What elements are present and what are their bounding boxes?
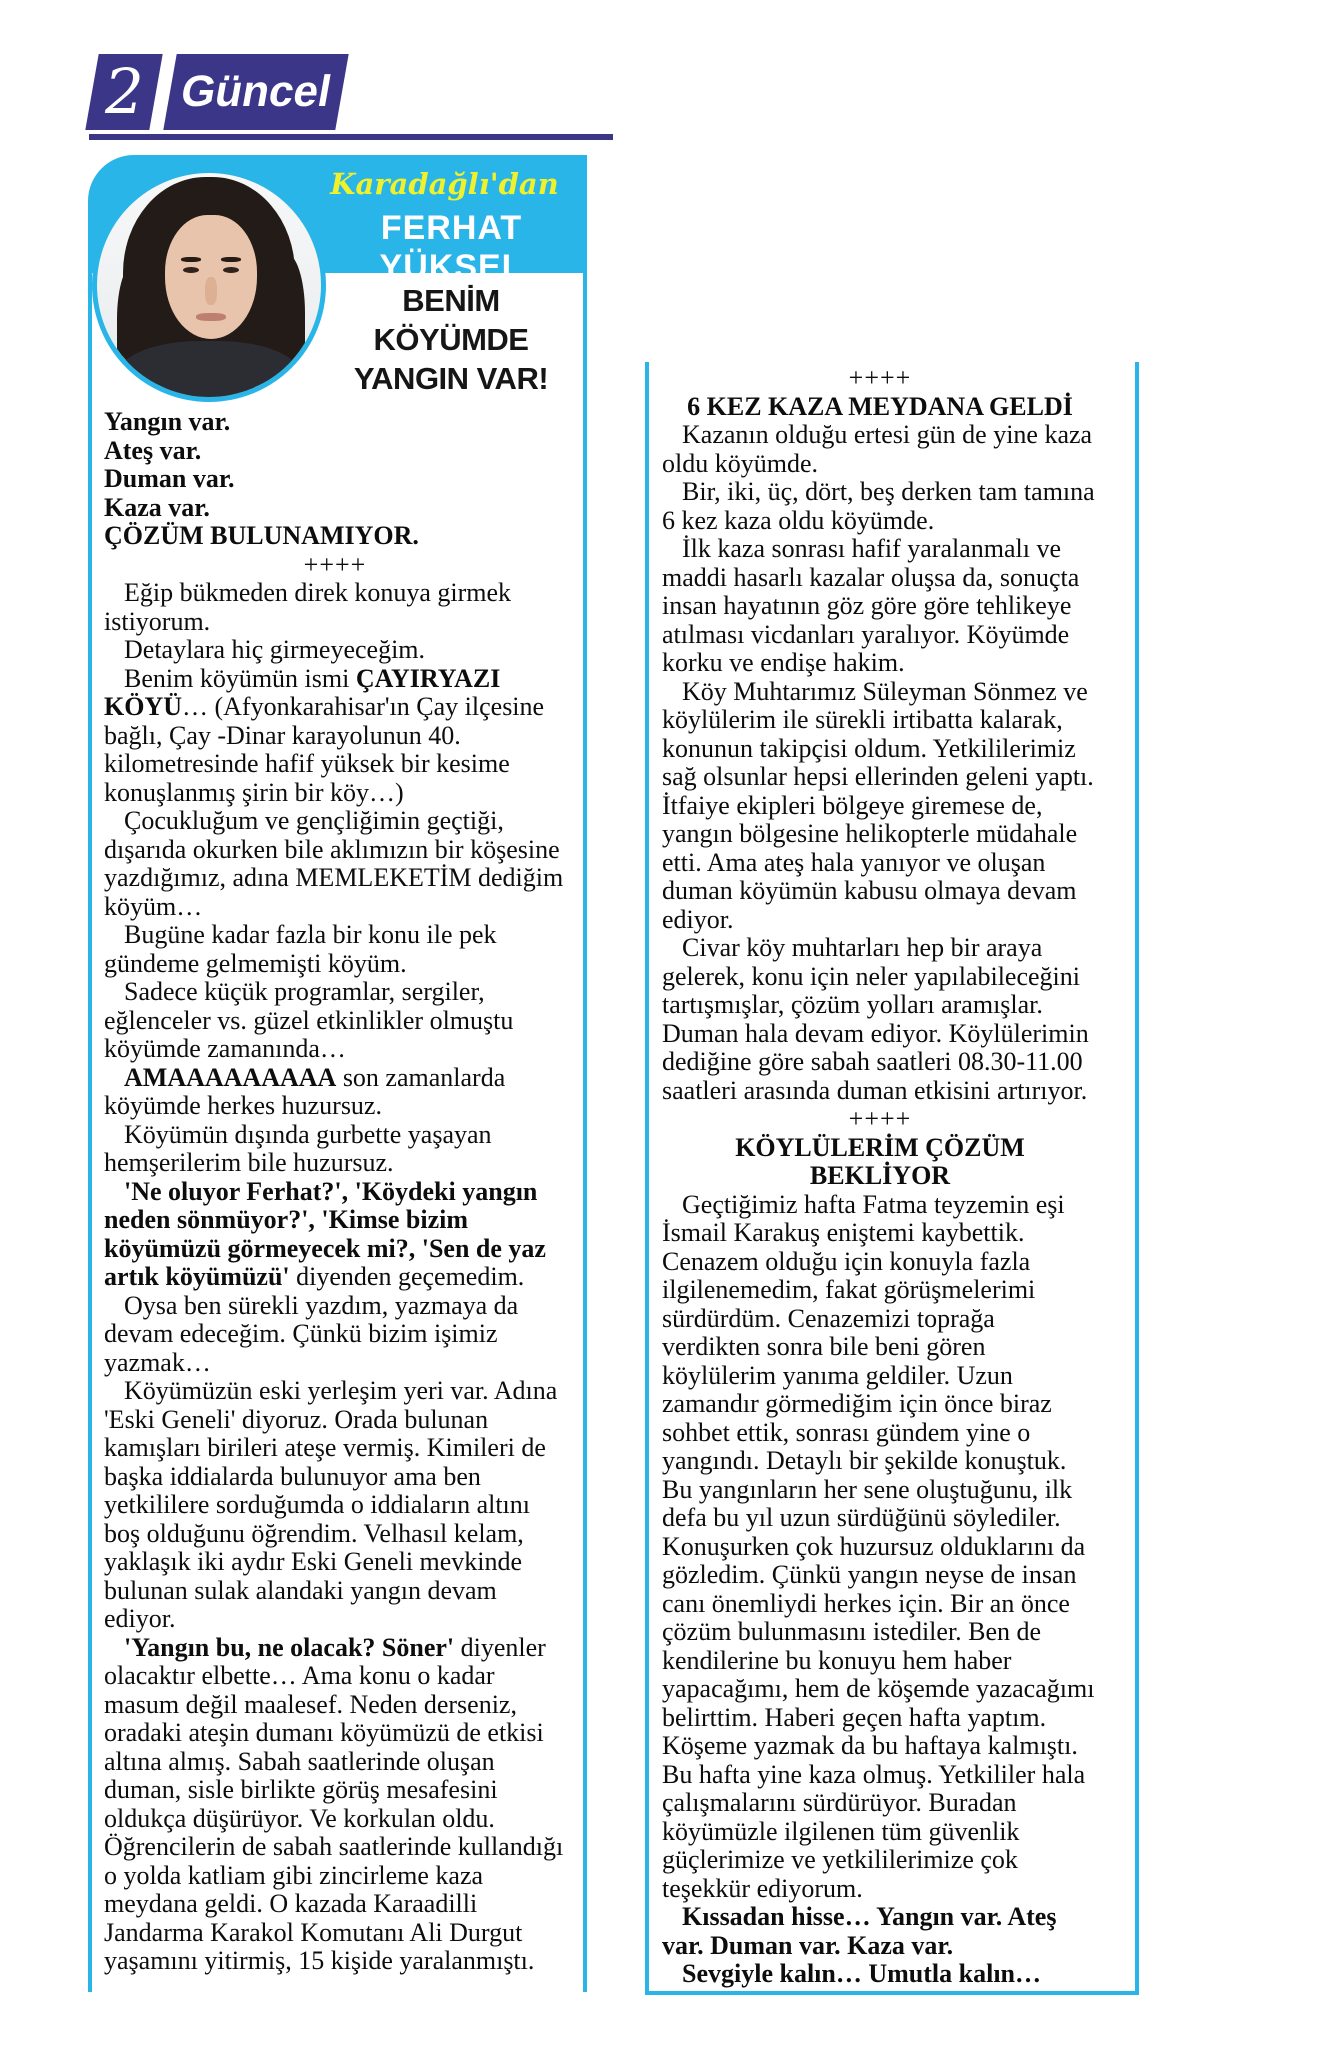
section-box (163, 54, 348, 130)
article-paragraph: Sadece küçük programlar, sergiler, eğlenceler vs. güzel etkinlikler olmuştu köyümde zamanında… (104, 977, 514, 1063)
column-headline (322, 281, 580, 398)
section-heading: KÖYLÜLERİM ÇÖZÜM BEKLİYOR (735, 1132, 1025, 1190)
article-paragraph: Oysa ben sürekli yazdım, yazmaya da devam edeceğim. Çünkü bizim işimiz yazmak… (104, 1290, 519, 1377)
header-rule (89, 134, 613, 140)
article-paragraph: Köyümüzün eski yerleşim yeri var. Adına 'Eski Geneli' diyoruz. Orada bulunan kamışları birileri ateşe vermiş. Kimileri de başka iddialarda bulunuyor ama ben yetkililere sorduğumda o iddiaların altını boş olduğunu öğrendim. Velhasıl kelam, yaklaşık iki aydır Eski Geneli mevkinde bulunan sulak alandaki yangın devam ediyor. (104, 1376, 558, 1633)
article-paragraph: Kazanın olduğu ertesi gün de yine kaza oldu köyümde. (662, 420, 1093, 478)
article-paragraph: Yangın var. (104, 407, 231, 436)
article-paragraph: Civar köy muhtarları hep bir araya gelerek, konu için neler yapılabileceğini tartışmışlar, çözüm yolları aramışlar. Duman hala devam ediyor. Köylülerimin dediğine göre sabah saatleri 08.30-11.00 saatleri arasında duman etkisini artırıyor. (662, 933, 1089, 1105)
photo-brow-left (181, 257, 201, 262)
section-heading: 6 KEZ KAZA MEYDANA GELDİ (687, 391, 1073, 421)
section-divider: ++++ (848, 363, 912, 392)
article-paragraph: AMAAAAAAAAA son zamanlarda köyümde herkes huzursuz. (104, 1062, 506, 1120)
article-paragraph: 'Ne oluyor Ferhat?', 'Köydeki yangın neden sönmüyor?', 'Kimse bizim köyümüzü görmeyecek mi?, 'Sen de yaz artık köyümüzü' diyenden geçemedim. (104, 1176, 546, 1291)
article-paragraph: Eğip bükmeden direk konuya girmek istiyorum. (104, 578, 512, 636)
page-number-box (85, 54, 162, 130)
headline-line2: YANGIN VAR! (353, 361, 549, 396)
columnist-kicker: Karadağlı'dan (330, 167, 559, 201)
page-number: 2 (97, 55, 151, 128)
article-paragraph: Benim köyümün ismi ÇAYIRYAZI KÖYÜ… (Afyonkarahisar'ın Çay ilçesine bağlı, Çay -Dinar karayolunun 40. kilometresinde hafif yüksek bir kesime konuşlanmış şirin bir köy…) (104, 663, 545, 807)
article-paragraph: Bir, iki, üç, dört, beş derken tam tamına 6 kez kaza oldu köyümde. (662, 477, 1095, 535)
section-label: Güncel (177, 67, 335, 116)
photo-nose (205, 277, 217, 305)
section-divider: ++++ (848, 1104, 912, 1133)
right-article-text (662, 364, 1098, 1989)
article-paragraph: Bugüne kadar fazla bir konu ile pek gündeme gelmemişti köyüm. (104, 920, 497, 978)
left-article-text (104, 408, 566, 1976)
photo-eye-right (223, 267, 239, 273)
photo-eye-left (183, 267, 199, 273)
article-paragraph: Detaylara hiç girmeyeceğim. (124, 635, 426, 664)
article-paragraph: Çocukluğum ve gençliğimin geçtiği, dışarıda okurken bile aklımızın bir köşesine yazdığımız, adına MEMLEKETİM dediğim köyüm… (104, 806, 564, 921)
middle-column-rule (583, 272, 587, 1992)
article-paragraph: 'Yangın bu, ne olacak? Söner' diyenler olacaktır elbette… Ama konu o kadar masum değil maalesef. Neden derseniz, oradaki ateşin dumanı köyümüzü de etkisi altına almış. Sabah saatlerinde oluşan duman, sisle birlikte görüş mesafesini oldukça düşürüyor. Ve korkulan oldu. Öğrencilerin de sabah saatlerinde kullandığı o yolda katliam gibi zincirleme kaza meydana geldi. O kazada Karaadilli Jandarma Karakol Komutanı Ali Durgut yaşamını yitirmiş, 15 kişide yaralanmıştı. (104, 1632, 564, 1975)
columnist-photo (92, 168, 326, 402)
headline-line1: BENİM KÖYÜMDE (373, 283, 529, 357)
article-paragraph: Duman var. (104, 464, 235, 493)
article-paragraph: Kaza var. (104, 492, 210, 522)
columnist-name: FERHAT YÜKSEL (379, 209, 524, 286)
left-column-rule (88, 272, 92, 1992)
article-paragraph: Köyümün dışında gurbette yaşayan hemşerilerim bile huzursuz. (104, 1119, 492, 1177)
article-paragraph: Ateş var. (104, 435, 202, 465)
article-paragraph: İlk kaza sonrası hafif yaralanmalı ve maddi hasarlı kazalar oluşsa da, sonuçta insan hayatının göz göre göre tehlikeye atılması vicdanları yaralıyor. Köyümde korku ve endişe hakim. (662, 534, 1080, 677)
article-paragraph: Kıssadan hisse… Yangın var. Ateş var. Duman var. Kaza var. (662, 1902, 1057, 1960)
article-paragraph: ÇÖZÜM BULUNAMIYOR. (104, 521, 419, 550)
article-paragraph: Geçtiğimiz hafta Fatma teyzemin eşi İsmail Karakuş eniştemi kaybettik. Cenazem olduğu için konuyla fazla ilgilenemedim, fakat görüşmelerimi sürdürdüm. Cenazemizi toprağa verdikten sonra bile beni gören köylülerim yanıma geldiler. Uzun zamandır görmediğim için önce biraz sohbet ettik, sonrası gündem yine o yangındı. Detaylı bir şekilde konuştuk. Bu yangınların her sene oluştuğunu, ilk defa bu yıl uzun sürdüğünü söylediler. Konuşurken çok huzursuz olduklarını da gözledim. Çünkü yangın neyse de insan canı önemliydi herkes için. Bir an önce çözüm bulunmasını istediler. Ben de kendilerine bu konuyu hem haber yapacağımı, hem de köşemde yazacağımı belirttim. Haberi geçen hafta yaptım. Köşeme yazmak da bu haftaya kalmıştı. Bu hafta yine kaza olmuş. Yetkililer hala çalışmalarını sürdürüyor. Buradan köyümüzle ilgilenen tüm güvenlik güçlerimize ve yetkililerimize çok teşekkür ediyorum. (662, 1189, 1095, 1903)
photo-mouth (196, 313, 226, 321)
photo-face (165, 215, 257, 339)
photo-brow-right (221, 257, 241, 262)
article-paragraph: Köy Muhtarımız Süleyman Sönmez ve köylülerim ile sürekli irtibatta kalarak, konunun takipçisi oldum. Yetkililerimiz sağ olsunlar hepsi ellerinden geleni yaptı. İtfaiye ekipleri bölgeye giremese de, yangın bölgesine helikopterle müdahale etti. Ama ateş hala yanıyor ve oluşan duman köyümün kabusu olmaya devam ediyor. (662, 676, 1094, 934)
photo-shirt (119, 341, 299, 402)
section-divider: ++++ (303, 549, 367, 579)
article-paragraph: Sevgiyle kalın… Umutla kalın… (682, 1959, 1041, 1988)
